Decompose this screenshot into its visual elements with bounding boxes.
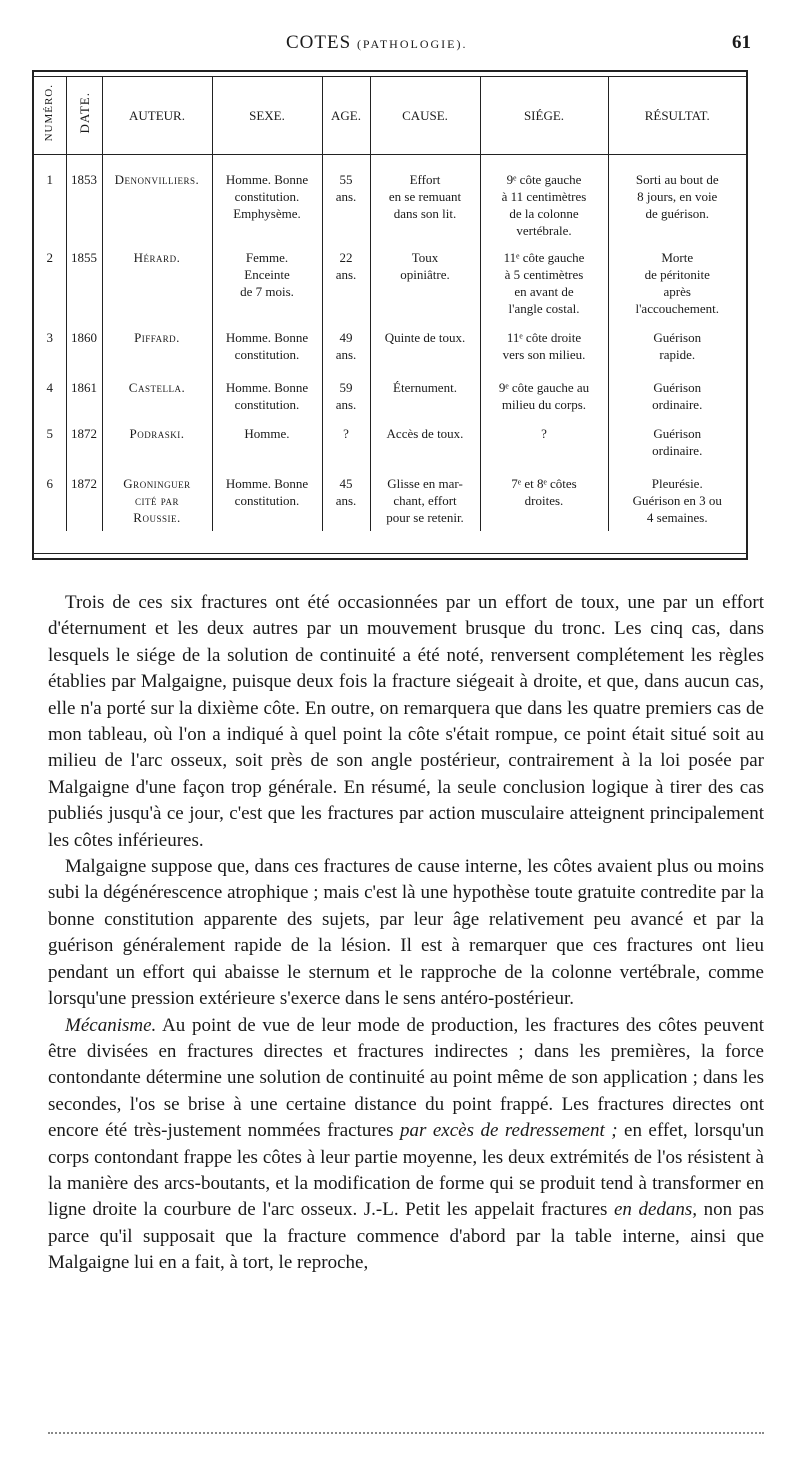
cell-resultat-line: de guérison.	[645, 206, 710, 221]
cell-siege-line: droites.	[524, 492, 564, 508]
cell-cause	[370, 469, 480, 531]
table-row	[34, 155, 746, 243]
cases-table-grid	[34, 76, 746, 531]
table-header-row	[34, 76, 746, 155]
cell-age	[322, 469, 370, 531]
cell-sexe-line: constitution.	[234, 346, 300, 362]
cell-age-line: 55	[339, 172, 353, 187]
title-main: COTES	[286, 32, 352, 53]
cell-siege	[480, 155, 608, 243]
cell-resultat-line: rapide.	[659, 346, 696, 362]
col-header-date: DATE.	[66, 76, 102, 155]
cell-cause	[370, 155, 480, 243]
cell-cause	[370, 323, 480, 373]
paragraph-3	[48, 1013, 764, 1277]
cell-sexe-line: Homme. Bonne	[225, 475, 309, 491]
cell-age-line: ans.	[335, 266, 357, 282]
cell-resultat-line: 8 jours, en voie	[637, 189, 718, 204]
cell-resultat	[608, 373, 746, 419]
cell-age-line: 45	[339, 475, 353, 491]
cell-sexe-line: constitution.	[234, 492, 300, 508]
cell-date: 1860	[66, 323, 102, 373]
cell-siege-line: à 5 centimètres	[504, 266, 584, 282]
cell-date: 1855	[66, 243, 102, 323]
cell-siege	[480, 323, 608, 373]
cell-cause-line: dans son lit.	[393, 206, 457, 221]
cell-siege	[480, 243, 608, 323]
cell-resultat-line: Guérison	[653, 425, 702, 441]
cell-sexe-line: Homme. Bonne	[225, 172, 309, 187]
cell-resultat	[608, 323, 746, 373]
cell-sexe	[212, 469, 322, 531]
running-header	[0, 30, 800, 60]
cell-siege	[480, 419, 608, 469]
cell-age	[322, 155, 370, 243]
cell-sexe	[212, 419, 322, 469]
paragraph-2: Malgaigne suppose que, dans ces fractures de cause interne, les côtes avaient plus ou moins subi la dégénérescence atrophique ; mais c'est là une hypothèse toute gratuite contredite par la bonne constitution apparente des sujets, par leur âge relativement peu avancé et par la guérison généralement rapide de la lésion. Il est à remarquer que ces fractures ont lieu pendant un effort qui abaisse le sternum et le rapproche de la colonne vertébrale, comme lorsqu'une pression extérieure s'exerce dans le sens antéro-postérieur.	[48, 856, 764, 1010]
table-body	[34, 155, 746, 531]
cell-resultat	[608, 469, 746, 531]
cell-sexe-line: Emphysème.	[233, 206, 301, 221]
cell-cause	[370, 419, 480, 469]
cell-sexe-line: Homme. Bonne	[225, 379, 309, 395]
cell-siege-line: 9ᵉ côte gauche	[506, 172, 582, 187]
cell-age	[322, 373, 370, 419]
cell-age-line: 22	[339, 249, 353, 265]
footer-rule	[48, 1432, 764, 1434]
paragraph-3-part-b: en effet, lorsqu'un corps contondant frappe les côtes à leur partie moyenne, les deux extrémités de l'os résistent à la manière des arcs-boutants, et la modification de forme qui se produit tend à transformer en ligne droite la courbure de l'arc osseux. J.-L. Petit les appelait fractures	[48, 1120, 765, 1221]
cell-cause-line: Quinte de toux.	[384, 329, 466, 345]
cell-cause	[370, 373, 480, 419]
cell-resultat-line: Morte	[661, 249, 694, 265]
cell-siege-line: vers son milieu.	[502, 346, 586, 362]
table-row	[34, 469, 746, 531]
cell-sexe-line: de 7 mois.	[240, 283, 294, 299]
cell-cause-line: opiniâtre.	[400, 266, 450, 282]
cell-auteur	[102, 155, 212, 243]
cell-cause-line: pour se retenir.	[386, 509, 464, 525]
running-title	[286, 32, 468, 54]
cell-age-line: ans.	[335, 492, 357, 508]
cell-siege-line: 11ᵉ côte gauche	[503, 249, 585, 265]
cell-numero: 1	[46, 172, 53, 187]
cell-auteur	[102, 323, 212, 373]
cell-siege-line: de la colonne	[509, 206, 579, 221]
cell-age-line: 49	[339, 329, 353, 345]
cell-cause	[370, 243, 480, 323]
col-header-age: AGE.	[322, 76, 370, 155]
cell-siege-line: milieu du corps.	[501, 396, 587, 412]
cell-resultat-line: Guérison	[653, 379, 702, 395]
cell-numero: 4	[46, 379, 53, 395]
cell-sexe-line: Homme. Bonne	[225, 329, 309, 345]
cell-cause-line: Accès de toux.	[386, 425, 464, 441]
cell-cause-line: Toux	[411, 249, 439, 265]
cell-age	[322, 323, 370, 373]
cell-sexe-line: constitution.	[234, 189, 300, 204]
paragraph-3-emphasis-1: par excès de redressement ;	[400, 1120, 618, 1142]
cell-auteur	[102, 419, 212, 469]
cell-date: 1872	[66, 419, 102, 469]
cell-auteur	[102, 243, 212, 323]
table-row	[34, 323, 746, 373]
cell-sexe	[212, 373, 322, 419]
cell-auteur-line: cité par	[135, 492, 179, 508]
page-number: 61	[732, 32, 751, 53]
cell-sexe-line: Femme.	[245, 249, 289, 265]
cell-numero: 3	[46, 329, 53, 345]
cell-resultat-line: Guérison en 3 ou	[632, 492, 722, 508]
cell-cause-line: Glisse en mar-	[387, 475, 463, 491]
cell-age-line: ans.	[335, 346, 357, 362]
col-header-numero: NUMÉRO.	[34, 76, 66, 155]
cell-siege-line: en avant de	[514, 283, 574, 299]
cell-cause-line: Éternument.	[393, 379, 457, 395]
cell-date: 1861	[66, 373, 102, 419]
cell-siege-line: 11ᵉ côte droite	[506, 329, 582, 345]
cell-resultat-line: ordinaire.	[652, 396, 703, 412]
cell-resultat-line: de péritonite	[644, 266, 710, 282]
paragraph-1: Trois de ces six fractures ont été occasionnées par un effort de toux, une par un effort d'éternument et les deux autres par un mouvement brusque du tronc. Les cinq cas, dans lesquels le siége de la solution de continuité a été noté, renversent complétement les règles établies par Malgaigne, puisque deux fois la fracture siégeait à droite, et que, dans aucun cas, elle n'a porté sur la dixième côte. En outre, on remarquera que dans les quatre premiers cas de mon tableau, où l'on a indiqué à quel point la côte s'était rompue, ce point était situé soit au milieu de l'arc osseux, soit près de son angle postérieur, contrairement à la loi posée par Malgaigne d'une façon trop générale. En résumé, la seule conclusion logique à tirer des cas publiés jusqu'à ce jour, c'est que les fractures par action musculaire atteignent principalement les côtes inférieures.	[48, 592, 764, 851]
body-text	[48, 590, 764, 1277]
col-header-cause: CAUSE.	[370, 76, 480, 155]
cell-resultat-line: Sorti au bout de	[635, 172, 719, 187]
col-header-resultat: RÉSULTAT.	[608, 76, 746, 155]
col-header-sexe: SEXE.	[212, 76, 322, 155]
cell-siege-line: l'angle costal.	[508, 300, 580, 316]
cell-date: 1853	[66, 155, 102, 243]
cell-resultat-line: Guérison	[653, 329, 702, 345]
col-header-auteur: AUTEUR.	[102, 76, 212, 155]
cell-numero: 5	[46, 425, 53, 441]
cell-siege	[480, 373, 608, 419]
cell-auteur	[102, 469, 212, 531]
cell-siege-line: vertébrale.	[516, 223, 572, 238]
cell-sexe-line: constitution.	[234, 396, 300, 412]
cell-numero: 6	[46, 475, 53, 491]
cell-sexe	[212, 323, 322, 373]
cases-table	[32, 70, 748, 560]
cell-date: 1872	[66, 469, 102, 531]
cell-auteur-line: Castella.	[128, 379, 186, 395]
cell-resultat-line: l'accouchement.	[635, 300, 720, 316]
title-sub: (PATHOLOGIE).	[356, 37, 468, 51]
cell-cause-line: en se remuant	[388, 189, 462, 204]
table-row	[34, 243, 746, 323]
paragraph-3-emphasis-2: en dedans,	[613, 1199, 698, 1221]
cell-age-line: 59	[339, 379, 353, 395]
cell-cause-line: chant, effort	[393, 492, 457, 508]
cell-siege	[480, 469, 608, 531]
cell-age	[322, 243, 370, 323]
cell-age	[322, 419, 370, 469]
cell-resultat-line: ordinaire.	[652, 442, 703, 458]
cell-resultat-line: Pleurésie.	[651, 475, 703, 491]
cell-sexe	[212, 155, 322, 243]
cell-auteur-line: Piffard.	[134, 329, 180, 345]
cell-cause-line: Effort	[409, 172, 441, 187]
cell-resultat	[608, 155, 746, 243]
table-row	[34, 419, 746, 469]
cell-siege-line: 9ᵉ côte gauche au	[498, 379, 590, 395]
cell-sexe-line: Homme.	[244, 425, 290, 441]
cell-auteur-line: Denonvilliers.	[114, 172, 200, 187]
cell-auteur-line: Hérard.	[133, 249, 181, 265]
cell-siege-line: ?	[541, 425, 547, 441]
col-header-siege: SIÉGE.	[480, 76, 608, 155]
cell-numero: 2	[46, 249, 53, 265]
cell-siege-line: 7ᵉ et 8ᵉ côtes	[511, 475, 577, 491]
cell-auteur-line: Groninguer	[123, 475, 191, 491]
cell-resultat	[608, 243, 746, 323]
cell-age-line: ans.	[335, 396, 357, 412]
cell-resultat-line: après	[663, 283, 691, 299]
cell-resultat	[608, 419, 746, 469]
cell-auteur	[102, 373, 212, 419]
cell-auteur-line: Roussie.	[133, 509, 181, 525]
cell-siege-line: à 11 centimètres	[501, 189, 587, 204]
cell-auteur-line: Podraski.	[129, 425, 185, 441]
paragraph-3-part-a: Au point de vue de leur mode de production, les fractures des côtes peuvent être divisées en fractures directes et fractures indirectes ; dans les premières, la force contondante détermine une solution de continuité au point même de son application ; dans les secondes, l'os se brise à une certaine distance du point frappé. Les fractures directes ont encore été très-justement nommées fractures	[48, 1014, 765, 1142]
cell-age-line: ans.	[335, 189, 357, 204]
mecanisme-label: Mécanisme.	[65, 1014, 157, 1036]
cell-age-line: ?	[343, 425, 349, 441]
paragraph-3-part-c: non pas parce qu'il supposait que la fracture commence d'abord par la table interne, ainsi que Malgaigne lui en a fait, à tort, le reproche,	[48, 1199, 765, 1274]
cell-sexe	[212, 243, 322, 323]
cell-resultat-line: 4 semaines.	[646, 509, 708, 525]
cell-sexe-line: Enceinte	[244, 266, 290, 282]
table-row	[34, 373, 746, 419]
